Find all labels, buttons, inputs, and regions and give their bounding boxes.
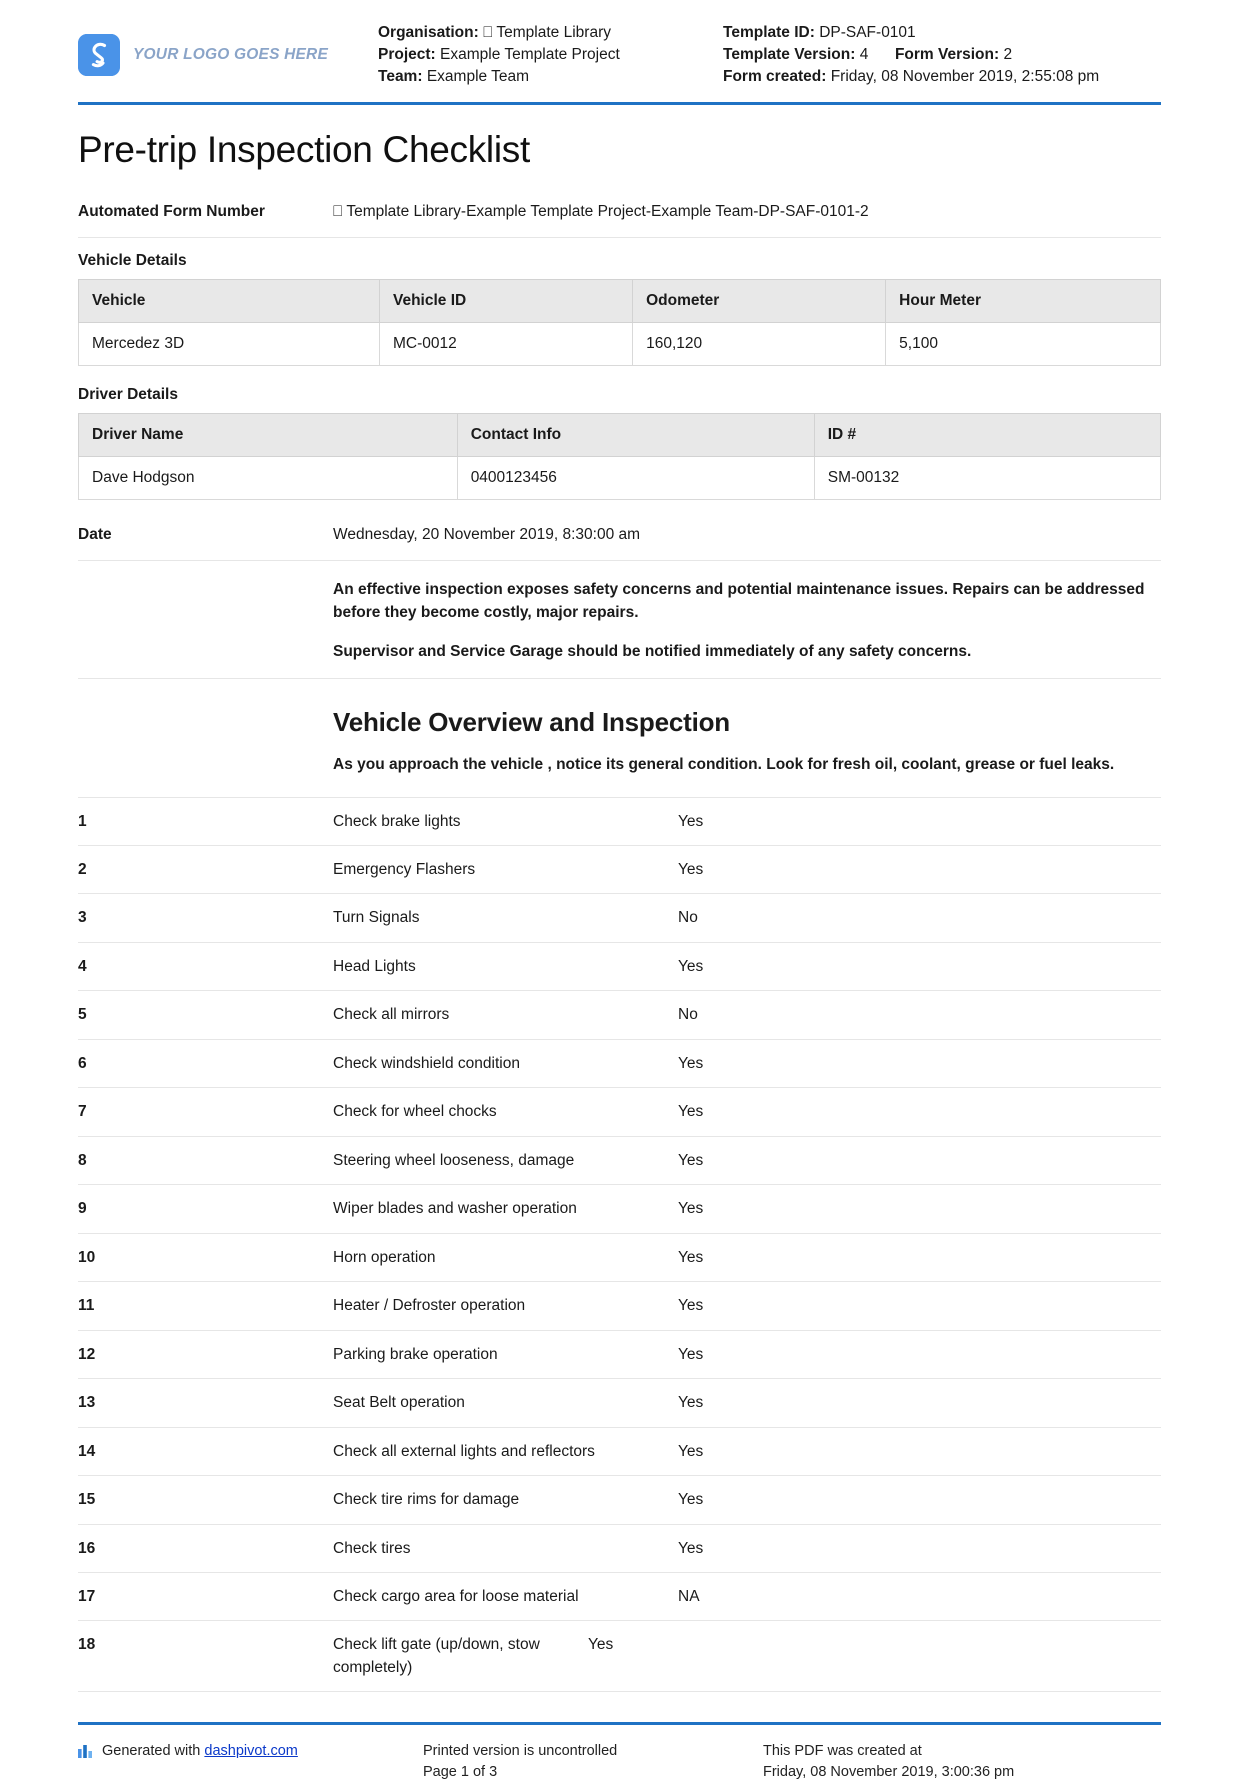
- checklist-item: [78, 1184, 1161, 1232]
- checklist-item-answer[interactable]: No: [678, 909, 698, 927]
- checklist-item-answer[interactable]: No: [678, 1006, 698, 1024]
- checklist-item-answer[interactable]: Yes: [678, 1103, 704, 1121]
- checklist-item: [78, 1620, 1161, 1691]
- checklist-item: [78, 990, 1161, 1038]
- form-version-value: 2: [1003, 46, 1013, 63]
- column-header-vehicle: Vehicle: [79, 280, 380, 323]
- driver-details-label: Driver Details: [78, 386, 178, 403]
- notes-row: [78, 575, 1161, 679]
- checklist-item: [78, 1524, 1161, 1572]
- checklist-item-number: 3: [78, 909, 87, 927]
- team-value: Example Team: [426, 68, 530, 85]
- checklist-item-answer[interactable]: Yes: [678, 860, 704, 878]
- checklist-item-description: Check for wheel chocks: [333, 1103, 497, 1121]
- checklist-item-number: 16: [78, 1539, 96, 1557]
- footer-columns: [78, 1741, 1161, 1783]
- page-title: Pre-trip Inspection Checklist: [78, 129, 530, 170]
- team-label: Team:: [378, 68, 423, 85]
- checklist-item-answer[interactable]: Yes: [678, 1345, 704, 1363]
- footer-divider: [78, 1722, 1161, 1725]
- dashpivot-logo-icon: [78, 34, 120, 76]
- checklist-item-number: 8: [78, 1151, 87, 1169]
- template-version-label: Template Version:: [723, 46, 856, 63]
- checklist-item-number: 2: [78, 860, 87, 878]
- footer-generated-prefix: Generated with: [102, 1743, 201, 1760]
- version-row: [723, 44, 1161, 66]
- checklist-item: [78, 1572, 1161, 1620]
- header-meta-left: [378, 22, 723, 88]
- column-header-contact-info: Contact Info: [457, 414, 814, 457]
- vehicle-details-table: [78, 279, 1161, 366]
- template-id-value: DP-SAF-0101: [819, 24, 916, 41]
- inspection-section-header: [78, 693, 1161, 797]
- organisation-row: [378, 22, 723, 44]
- date-value: Wednesday, 20 November 2019, 8:30:00 am: [333, 526, 641, 543]
- checklist-item-number: 5: [78, 1006, 87, 1024]
- document-header: [78, 22, 1161, 102]
- checklist-item-number: 15: [78, 1491, 96, 1509]
- checklist-item-answer[interactable]: Yes: [678, 1491, 704, 1509]
- checklist-item-description: Emergency Flashers: [333, 860, 476, 878]
- checklist-item-number: 13: [78, 1394, 96, 1412]
- checklist-item-answer[interactable]: Yes: [678, 1442, 704, 1460]
- checklist-item-description: Head Lights: [333, 957, 416, 975]
- checklist-item-answer[interactable]: Yes: [588, 1636, 614, 1654]
- cell-hour-meter: 5,100: [886, 323, 1161, 366]
- checklist-item-description: Check all mirrors: [333, 1006, 450, 1024]
- checklist-item: [78, 1330, 1161, 1378]
- checklist-item-description: Check all external lights and reflectors: [333, 1442, 595, 1460]
- form-created-row: [723, 66, 1161, 88]
- checklist-item-answer[interactable]: Yes: [678, 1539, 704, 1557]
- form-created-value: Friday, 08 November 2019, 2:55:08 pm: [830, 68, 1100, 85]
- driver-details-table: [78, 413, 1161, 500]
- document-footer: [78, 1722, 1161, 1783]
- notes-paragraph-1: An effective inspection exposes safety concerns and potential maintenance issues. Repairs can be addressed before they become costly, major repairs.: [333, 581, 1145, 621]
- checklist-item: [78, 797, 1161, 845]
- team-row: [378, 66, 723, 88]
- footer-printed-uncontrolled: Printed version is uncontrolled: [423, 1743, 618, 1760]
- checklist-item-number: 12: [78, 1345, 96, 1363]
- checklist-item-number: 10: [78, 1248, 96, 1266]
- column-header-hour-meter: Hour Meter: [886, 280, 1161, 323]
- column-header-odometer: Odometer: [633, 280, 886, 323]
- checklist-item: [78, 1087, 1161, 1135]
- checklist-item-answer[interactable]: Yes: [678, 812, 704, 830]
- column-header-vehicle-id: Vehicle ID: [379, 280, 632, 323]
- automated-form-number-value: ⎕ Template Library-Example Template Project-Example Team-DP-SAF-0101-2: [333, 203, 869, 220]
- notes-paragraph-2: Supervisor and Service Garage should be notified immediately of any safety concerns.: [333, 643, 972, 661]
- table-row: [79, 323, 1161, 366]
- dashpivot-link[interactable]: dashpivot.com: [204, 1743, 298, 1760]
- footer-created-label: This PDF was created at: [763, 1743, 922, 1760]
- checklist-item-description: Heater / Defroster operation: [333, 1297, 526, 1315]
- checklist-item-number: 6: [78, 1054, 87, 1072]
- checklist-item-answer[interactable]: Yes: [678, 1054, 704, 1072]
- organisation-label: Organisation:: [378, 24, 479, 41]
- column-header-driver-name: Driver Name: [79, 414, 458, 457]
- date-row: [78, 520, 1161, 561]
- checklist-item-description: Parking brake operation: [333, 1345, 498, 1363]
- checklist-item: [78, 1281, 1161, 1329]
- checklist-item-answer[interactable]: Yes: [678, 1200, 704, 1218]
- form-created-label: Form created:: [723, 68, 827, 85]
- checklist-item: [78, 1136, 1161, 1184]
- template-version-value: 4: [859, 46, 869, 63]
- header-divider: [78, 102, 1161, 105]
- checklist-item-answer[interactable]: Yes: [678, 1297, 704, 1315]
- project-label: Project:: [378, 46, 436, 63]
- logo-block: [78, 22, 378, 76]
- checklist-item-answer[interactable]: Yes: [678, 1394, 704, 1412]
- checklist-item-answer[interactable]: Yes: [678, 957, 704, 975]
- checklist-item: [78, 1378, 1161, 1426]
- checklist-item-number: 18: [78, 1636, 96, 1654]
- checklist-item: [78, 893, 1161, 941]
- footer-created-block: [763, 1741, 1161, 1783]
- checklist-item-number: 17: [78, 1588, 96, 1605]
- cell-contact-info: 0400123456: [457, 457, 814, 500]
- checklist-item-description: Check windshield condition: [333, 1054, 520, 1072]
- checklist-item-description: Steering wheel looseness, damage: [333, 1151, 575, 1169]
- footer-created-timestamp: Friday, 08 November 2019, 3:00:36 pm: [763, 1764, 1015, 1781]
- inspection-checklist: [78, 797, 1161, 1693]
- checklist-item-description: Wiper blades and washer operation: [333, 1200, 577, 1218]
- checklist-item-description: Check tire rims for damage: [333, 1491, 520, 1509]
- checklist-item-number: 4: [78, 957, 87, 975]
- checklist-item-answer[interactable]: Yes: [678, 1248, 704, 1266]
- footer-generated-block: [78, 1741, 423, 1783]
- footer-generated-text: [102, 1741, 298, 1762]
- checklist-item: [78, 845, 1161, 893]
- checklist-item-answer[interactable]: Yes: [678, 1151, 704, 1169]
- bar-chart-icon: [78, 1743, 94, 1765]
- template-id-label: Template ID:: [723, 24, 815, 41]
- checklist-bottom-divider: [78, 1691, 1161, 1692]
- cell-odometer: 160,120: [633, 323, 886, 366]
- form-version-label: Form Version:: [894, 46, 1000, 63]
- cell-id-number: SM-00132: [814, 457, 1160, 500]
- organisation-value: ⎕ Template Library: [483, 24, 611, 41]
- checklist-item-description: Check brake lights: [333, 812, 461, 830]
- checklist-item-number: 1: [78, 812, 87, 830]
- template-id-row: [723, 22, 1161, 44]
- checklist-item-description: Check cargo area for loose material: [333, 1588, 579, 1605]
- checklist-item-number: 11: [78, 1297, 95, 1315]
- checklist-item-description: Seat Belt operation: [333, 1394, 465, 1412]
- footer-print-block: [423, 1741, 763, 1783]
- checklist-item-description: Check tires: [333, 1539, 411, 1557]
- checklist-item-number: 14: [78, 1442, 96, 1460]
- cell-driver-name: Dave Hodgson: [79, 457, 458, 500]
- cell-vehicle-id: MC-0012: [379, 323, 632, 366]
- inspection-section-title: Vehicle Overview and Inspection: [333, 706, 730, 737]
- table-header-row: [79, 280, 1161, 323]
- checklist-item: [78, 1427, 1161, 1475]
- checklist-item: [78, 1039, 1161, 1087]
- checklist-item-description: Turn Signals: [333, 909, 420, 927]
- checklist-item-description: Check lift gate (up/down, stow completely): [333, 1636, 540, 1676]
- notes-body: [333, 579, 1161, 664]
- checklist-item: [78, 1233, 1161, 1281]
- header-meta-right: [723, 22, 1161, 88]
- vehicle-details-label: Vehicle Details: [78, 252, 187, 269]
- inspection-header-body: [333, 693, 1161, 777]
- inspection-section-intro: As you approach the vehicle , notice its general condition. Look for fresh oil, coolant, grease or fuel leaks.: [333, 755, 1115, 773]
- checklist-item-number: 9: [78, 1200, 87, 1218]
- date-label: Date: [78, 526, 112, 543]
- table-header-row: [79, 414, 1161, 457]
- checklist-item-description: Horn operation: [333, 1248, 436, 1266]
- checklist-item-number: 7: [78, 1103, 87, 1121]
- project-value: Example Template Project: [440, 46, 620, 63]
- automated-form-number-label: Automated Form Number: [78, 203, 265, 220]
- table-row: [79, 457, 1161, 500]
- column-header-id-number: ID #: [814, 414, 1160, 457]
- checklist-item: [78, 1475, 1161, 1523]
- project-row: [378, 44, 723, 66]
- checklist-item: [78, 942, 1161, 990]
- checklist-item-answer[interactable]: NA: [678, 1588, 700, 1605]
- logo-text: YOUR LOGO GOES HERE: [133, 46, 328, 63]
- cell-vehicle: Mercedez 3D: [79, 323, 380, 366]
- footer-page-number: Page 1 of 3: [423, 1764, 498, 1781]
- automated-form-number-row: [78, 197, 1161, 238]
